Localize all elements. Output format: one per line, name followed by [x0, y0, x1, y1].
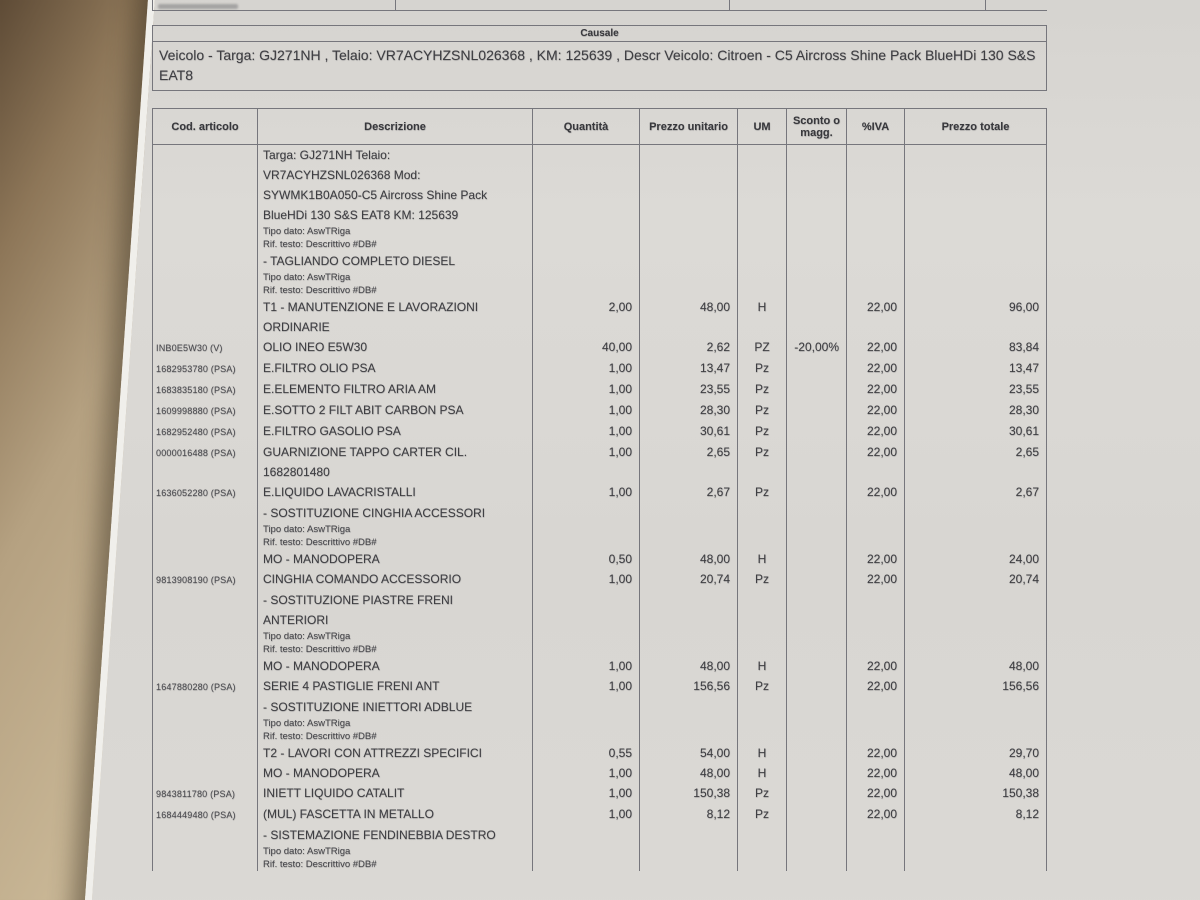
desc-meta-line: Tipo dato: AswTRiga: [263, 718, 351, 729]
cell-unit: 2,67: [640, 482, 738, 503]
cell-total: 13,47: [905, 358, 1047, 379]
cell-code: [152, 656, 258, 676]
cell-sconto: [787, 676, 847, 697]
cell-sconto: [787, 804, 847, 825]
top-partial-cell: [152, 0, 396, 11]
cell-um: H: [738, 297, 787, 337]
desc-line: - SOSTITUZIONE PIASTRE FRENI: [263, 593, 454, 607]
column-header: %IVA: [847, 109, 905, 144]
cell-total: 28,30: [905, 400, 1047, 421]
cell-um: Pz: [738, 804, 787, 825]
cell-code: [152, 145, 258, 297]
cell-desc: [258, 482, 533, 503]
cell-um: H: [738, 549, 787, 569]
desc-line: ORDINARIE: [263, 320, 330, 334]
desc-line: E.SOTTO 2 FILT ABIT CARBON PSA: [263, 403, 464, 417]
desc-line: MO - MANODOPERA: [263, 766, 380, 780]
cell-total: 156,56: [905, 676, 1047, 697]
causale-box: [152, 25, 1047, 91]
cell-um: [738, 503, 787, 549]
cell-iva: 22,00: [847, 358, 905, 379]
cell-code: 1682952480 (PSA): [152, 421, 258, 442]
desc-line: SERIE 4 PASTIGLIE FRENI ANT: [263, 679, 440, 693]
cell-sconto: [787, 503, 847, 549]
cell-sconto: [787, 482, 847, 503]
cell-iva: 22,00: [847, 297, 905, 337]
cell-iva: 22,00: [847, 763, 905, 783]
table-row: [152, 358, 1047, 379]
cell-desc: [258, 804, 533, 825]
cell-qty: [533, 503, 640, 549]
cell-code: 1609998880 (PSA): [152, 400, 258, 421]
cell-sconto: [787, 590, 847, 656]
cell-unit: 28,30: [640, 400, 738, 421]
cell-desc: [258, 503, 533, 549]
cell-qty: 2,00: [533, 297, 640, 337]
cell-total: 23,55: [905, 379, 1047, 400]
column-header: Cod. articolo: [152, 109, 258, 144]
cell-iva: 22,00: [847, 400, 905, 421]
cell-code: [152, 503, 258, 549]
desc-meta-line: Rif. testo: Descrittivo #DB#: [263, 731, 377, 742]
cell-iva: 22,00: [847, 549, 905, 569]
cell-sconto: [787, 697, 847, 743]
cell-desc: [258, 569, 533, 590]
cell-total: [905, 590, 1047, 656]
illegible-text-smudge: [158, 4, 238, 9]
table-row: [152, 825, 1047, 871]
cell-iva: 22,00: [847, 783, 905, 804]
cell-total: 29,70: [905, 743, 1047, 763]
table-row: [152, 421, 1047, 442]
cell-total: 20,74: [905, 569, 1047, 590]
cell-iva: 22,00: [847, 379, 905, 400]
desc-line: E.ELEMENTO FILTRO ARIA AM: [263, 382, 436, 396]
cell-sconto: [787, 442, 847, 482]
cell-um: Pz: [738, 358, 787, 379]
desc-line: 1682801480: [263, 465, 330, 479]
table-row: [152, 442, 1047, 482]
cell-qty: [533, 145, 640, 297]
table-row: [152, 400, 1047, 421]
cell-desc: [258, 697, 533, 743]
cell-unit: 48,00: [640, 549, 738, 569]
desc-meta-line: Rif. testo: Descrittivo #DB#: [263, 644, 377, 655]
cell-code: 1684449480 (PSA): [152, 804, 258, 825]
cell-um: Pz: [738, 676, 787, 697]
cell-sconto: [787, 297, 847, 337]
cell-iva: 22,00: [847, 656, 905, 676]
desc-line: - SOSTITUZIONE INIETTORI ADBLUE: [263, 700, 473, 714]
cell-um: Pz: [738, 783, 787, 804]
cell-um: Pz: [738, 442, 787, 482]
cell-qty: [533, 825, 640, 871]
cell-qty: 1,00: [533, 804, 640, 825]
table-row: [152, 145, 1047, 297]
cell-total: 24,00: [905, 549, 1047, 569]
desc-meta-line: Tipo dato: AswTRiga: [263, 272, 351, 283]
cell-qty: 1,00: [533, 482, 640, 503]
table-row: [152, 763, 1047, 783]
cell-desc: [258, 145, 533, 297]
desc-line: T1 - MANUTENZIONE E LAVORAZIONI: [263, 300, 479, 314]
cell-desc: [258, 590, 533, 656]
cell-sconto: [787, 549, 847, 569]
cell-um: Pz: [738, 379, 787, 400]
cell-qty: 1,00: [533, 569, 640, 590]
cell-code: [152, 763, 258, 783]
cell-qty: 0,50: [533, 549, 640, 569]
cell-um: Pz: [738, 400, 787, 421]
cell-code: INB0E5W30 (V): [152, 337, 258, 358]
cell-desc: [258, 676, 533, 697]
cell-qty: 1,00: [533, 763, 640, 783]
cell-sconto: [787, 783, 847, 804]
desc-line: Targa: GJ271NH Telaio:: [263, 148, 391, 162]
cell-iva: [847, 145, 905, 297]
column-header: Sconto o magg.: [787, 109, 847, 144]
column-header: Prezzo unitario: [640, 109, 738, 144]
top-partial-row: [152, 0, 1047, 11]
cell-unit: 150,38: [640, 783, 738, 804]
cell-total: [905, 825, 1047, 871]
cell-desc: [258, 358, 533, 379]
cell-desc: [258, 825, 533, 871]
desc-line: T2 - LAVORI CON ATTREZZI SPECIFICI: [263, 746, 482, 760]
cell-qty: 1,00: [533, 400, 640, 421]
cell-iva: 22,00: [847, 569, 905, 590]
cell-sconto: [787, 763, 847, 783]
cell-desc: [258, 763, 533, 783]
cell-code: [152, 743, 258, 763]
cell-unit: [640, 503, 738, 549]
desc-line: CINGHIA COMANDO ACCESSORIO: [263, 572, 462, 586]
desc-meta-line: Rif. testo: Descrittivo #DB#: [263, 537, 377, 548]
desc-line: VR7ACYHZSNL026368 Mod:: [263, 168, 421, 182]
cell-unit: 23,55: [640, 379, 738, 400]
cell-desc: [258, 379, 533, 400]
cell-sconto: [787, 379, 847, 400]
cell-unit: 20,74: [640, 569, 738, 590]
table-row: [152, 743, 1047, 763]
cell-total: 48,00: [905, 763, 1047, 783]
cell-total: 2,67: [905, 482, 1047, 503]
cell-iva: [847, 503, 905, 549]
cell-um: H: [738, 656, 787, 676]
desc-line: E.FILTRO GASOLIO PSA: [263, 424, 401, 438]
cell-unit: 2,65: [640, 442, 738, 482]
cell-unit: [640, 590, 738, 656]
desc-line: E.FILTRO OLIO PSA: [263, 361, 376, 375]
table-row: [152, 656, 1047, 676]
cell-code: [152, 697, 258, 743]
cell-um: [738, 590, 787, 656]
cell-code: [152, 590, 258, 656]
cell-sconto: [787, 825, 847, 871]
cell-iva: 22,00: [847, 337, 905, 358]
table-row: [152, 590, 1047, 656]
cell-iva: 22,00: [847, 421, 905, 442]
desc-line: MO - MANODOPERA: [263, 552, 380, 566]
cell-unit: 156,56: [640, 676, 738, 697]
cell-qty: 1,00: [533, 442, 640, 482]
table-row: [152, 337, 1047, 358]
table-header-row: [152, 108, 1047, 145]
desc-line: (MUL) FASCETTA IN METALLO: [263, 807, 434, 821]
cell-qty: [533, 590, 640, 656]
cell-qty: 40,00: [533, 337, 640, 358]
cell-unit: 48,00: [640, 763, 738, 783]
table-row: [152, 379, 1047, 400]
cell-total: 96,00: [905, 297, 1047, 337]
cell-qty: 1,00: [533, 421, 640, 442]
cell-total: [905, 697, 1047, 743]
cell-um: [738, 697, 787, 743]
cell-iva: 22,00: [847, 743, 905, 763]
column-header: Descrizione: [258, 109, 533, 144]
cell-um: H: [738, 763, 787, 783]
cell-total: 30,61: [905, 421, 1047, 442]
cell-sconto: [787, 569, 847, 590]
desc-line: SYWMK1B0A050-C5 Aircross Shine Pack: [263, 188, 488, 202]
desc-line: - TAGLIANDO COMPLETO DIESEL: [263, 254, 456, 268]
cell-desc: [258, 297, 533, 337]
cell-iva: [847, 825, 905, 871]
cell-sconto: [787, 743, 847, 763]
cell-qty: 1,00: [533, 656, 640, 676]
cell-sconto: [787, 656, 847, 676]
cell-qty: 0,55: [533, 743, 640, 763]
cell-total: [905, 503, 1047, 549]
desc-line: INIETT LIQUIDO CATALIT: [263, 786, 405, 800]
causale-title: Causale: [153, 26, 1046, 42]
table-row: [152, 804, 1047, 825]
table-row: [152, 503, 1047, 549]
cell-desc: [258, 549, 533, 569]
cell-iva: [847, 697, 905, 743]
cell-code: 1682953780 (PSA): [152, 358, 258, 379]
table-row: [152, 297, 1047, 337]
table-row: [152, 783, 1047, 804]
cell-um: Pz: [738, 482, 787, 503]
desc-meta-line: Rif. testo: Descrittivo #DB#: [263, 239, 377, 250]
cell-iva: 22,00: [847, 482, 905, 503]
cell-iva: [847, 590, 905, 656]
cell-code: [152, 297, 258, 337]
cell-um: [738, 825, 787, 871]
cell-iva: 22,00: [847, 442, 905, 482]
cell-unit: 2,62: [640, 337, 738, 358]
table-divider: [985, 0, 986, 11]
cell-um: PZ: [738, 337, 787, 358]
cell-desc: [258, 442, 533, 482]
cell-total: 48,00: [905, 656, 1047, 676]
cell-sconto: [787, 400, 847, 421]
cell-desc: [258, 656, 533, 676]
cell-desc: [258, 400, 533, 421]
cell-iva: 22,00: [847, 676, 905, 697]
cell-sconto: [787, 358, 847, 379]
cell-qty: 1,00: [533, 379, 640, 400]
cell-sconto: -20,00%: [787, 337, 847, 358]
desc-meta-line: Tipo dato: AswTRiga: [263, 631, 351, 642]
desc-line: - SISTEMAZIONE FENDINEBBIA DESTRO: [263, 828, 496, 842]
cell-desc: [258, 421, 533, 442]
cell-unit: [640, 825, 738, 871]
cell-qty: 1,00: [533, 676, 640, 697]
cell-code: 0000016488 (PSA): [152, 442, 258, 482]
cell-unit: 48,00: [640, 656, 738, 676]
cell-code: [152, 549, 258, 569]
cell-iva: 22,00: [847, 804, 905, 825]
cell-total: 150,38: [905, 783, 1047, 804]
desc-line: GUARNIZIONE TAPPO CARTER CIL.: [263, 445, 468, 459]
table-body: [152, 145, 1047, 871]
cell-unit: 8,12: [640, 804, 738, 825]
cell-sconto: [787, 145, 847, 297]
cell-code: 1647880280 (PSA): [152, 676, 258, 697]
cell-unit: 30,61: [640, 421, 738, 442]
cell-qty: [533, 697, 640, 743]
cell-um: Pz: [738, 569, 787, 590]
cell-code: 1683835180 (PSA): [152, 379, 258, 400]
column-header: Prezzo totale: [905, 109, 1047, 144]
cell-code: 9843811780 (PSA): [152, 783, 258, 804]
table-row: [152, 482, 1047, 503]
desc-meta-line: Tipo dato: AswTRiga: [263, 226, 351, 237]
desc-meta-line: Tipo dato: AswTRiga: [263, 846, 351, 857]
cell-code: 9813908190 (PSA): [152, 569, 258, 590]
cell-um: H: [738, 743, 787, 763]
table-row: [152, 697, 1047, 743]
cell-desc: [258, 783, 533, 804]
column-header: Quantità: [533, 109, 640, 144]
cell-sconto: [787, 421, 847, 442]
desc-line: E.LIQUIDO LAVACRISTALLI: [263, 485, 416, 499]
cell-desc: [258, 743, 533, 763]
column-header: UM: [738, 109, 787, 144]
invoice-table: [152, 108, 1047, 871]
cell-total: 2,65: [905, 442, 1047, 482]
table-row: [152, 549, 1047, 569]
table-row: [152, 676, 1047, 697]
cell-um: [738, 145, 787, 297]
cell-qty: 1,00: [533, 358, 640, 379]
cell-code: [152, 825, 258, 871]
desc-line: BlueHDi 130 S&S EAT8 KM: 125639: [263, 208, 459, 222]
cell-desc: [258, 337, 533, 358]
desc-line: ANTERIORI: [263, 613, 329, 627]
desc-line: - SOSTITUZIONE CINGHIA ACCESSORI: [263, 506, 486, 520]
cell-um: Pz: [738, 421, 787, 442]
cell-unit: 54,00: [640, 743, 738, 763]
cell-total: 83,84: [905, 337, 1047, 358]
desc-meta-line: Rif. testo: Descrittivo #DB#: [263, 859, 377, 870]
desc-meta-line: Rif. testo: Descrittivo #DB#: [263, 285, 377, 296]
desc-line: OLIO INEO E5W30: [263, 340, 368, 354]
cell-total: [905, 145, 1047, 297]
cell-unit: 48,00: [640, 297, 738, 337]
desc-meta-line: Tipo dato: AswTRiga: [263, 524, 351, 535]
vehicle-info: Veicolo - Targa: GJ271NH , Telaio: VR7ACYHZSNL026368 , KM: 125639 , Descr Veicolo: Citroen - C5 Aircross Shine Pack BlueHDi 130 S&S EAT8: [159, 47, 1036, 83]
cell-unit: [640, 145, 738, 297]
cell-unit: [640, 697, 738, 743]
cell-qty: 1,00: [533, 783, 640, 804]
table-divider: [729, 0, 730, 11]
cell-unit: 13,47: [640, 358, 738, 379]
table-row: [152, 569, 1047, 590]
cell-total: 8,12: [905, 804, 1047, 825]
cell-code: 1636052280 (PSA): [152, 482, 258, 503]
desc-line: MO - MANODOPERA: [263, 659, 380, 673]
